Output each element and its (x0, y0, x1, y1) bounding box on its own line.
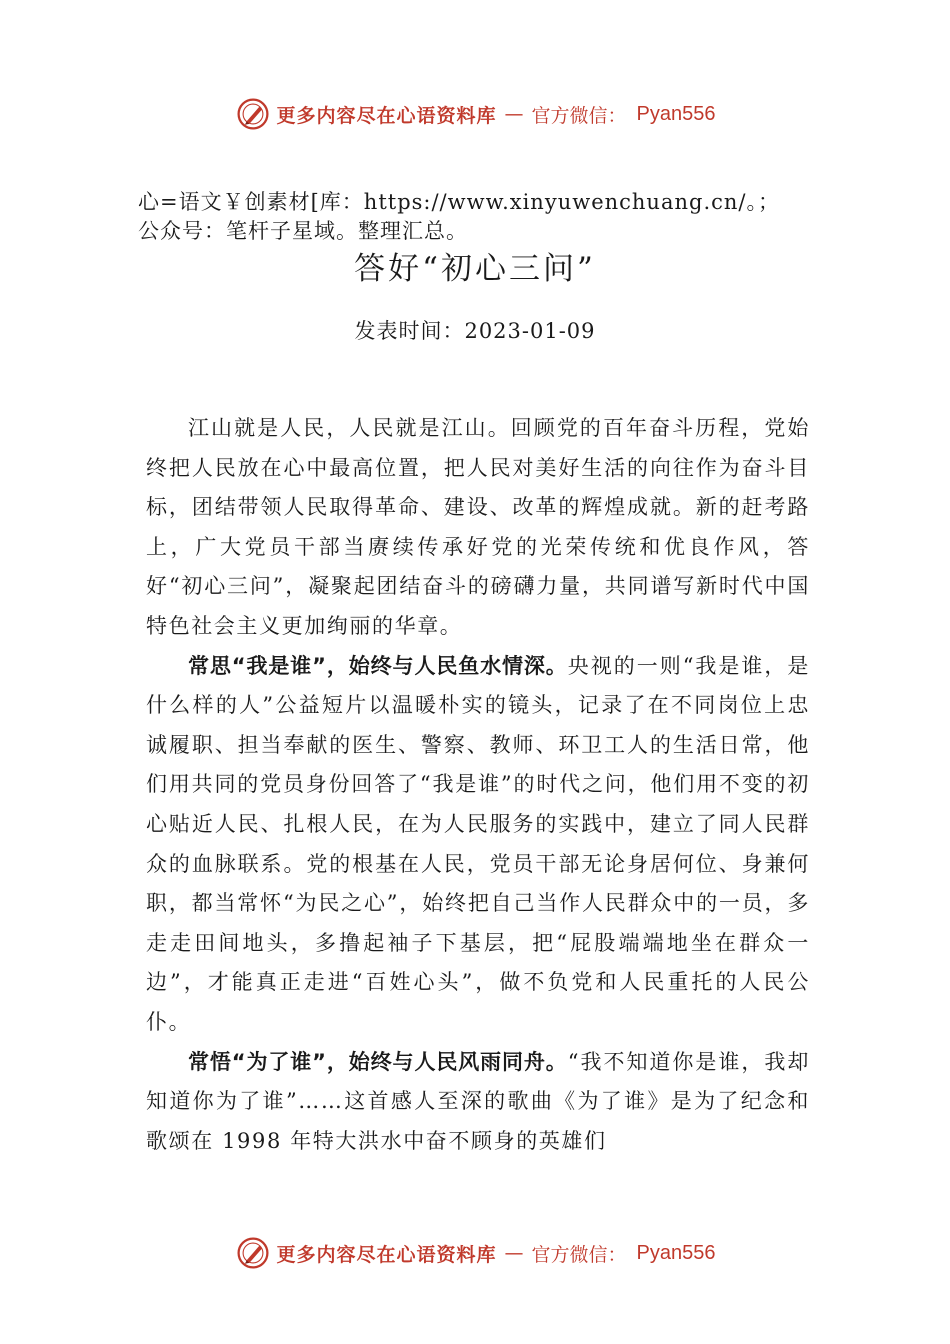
paragraph-lead: 常悟“为了谁”，始终与人民风雨同舟。 (188, 1049, 568, 1074)
banner-text: 更多内容尽在心语资料库 (276, 1243, 497, 1266)
publish-date: 发表时间：2023-01-09 (354, 319, 596, 343)
paragraph-text: “我不知道你是谁，我却知道你为了谁”……这首感人至深的歌曲《为了谁》是为了纪念和歌颂在 1998 年特大洪水中奋不顾身的英雄们 (146, 1049, 810, 1153)
header-watermark-banner (0, 92, 950, 136)
banner-text: 更多内容尽在心语资料库 (276, 104, 497, 127)
pen-seal-icon (235, 96, 271, 132)
paragraph-intro (146, 409, 810, 647)
paragraph-who-am-i (146, 647, 810, 1043)
banner-dash: — (504, 103, 524, 125)
banner-wechat-label: 官方微信： (531, 1243, 627, 1266)
source-line-account: 公众号：笔杆子星域。整理汇总。 (138, 219, 468, 243)
paragraph-lead: 常思“我是谁”，始终与人民鱼水情深。 (188, 653, 568, 678)
paragraph-text: 央视的一则“我是谁，是什么样的人”公益短片以温暖朴实的镜头，记录了在不同岗位上忠诚履职、担当奉献的医生、警察、教师、环卫工人的生活日常，他们用共同的党员身份回答了“我是谁”的时代之问，他们用不变的初心贴近人民、扎根人民，在为人民服务的实践中，建立了同人民群众的血脉联系。党的根基在人民，党员干部无论身居何位、身兼何职，都当常怀“为民之心”，始终把自己当作人民群众中的一员，多走走田间地头，多撸起袖子下基层，把“屁股端端地坐在群众一边”，才能真正走进“百姓心头”，做不负党和人民重托的人民公仆。 (146, 653, 810, 1034)
page-title: 答好“初心三问” (354, 251, 596, 287)
banner-wechat-label: 官方微信： (531, 104, 627, 127)
paragraph-for-whom (146, 1043, 810, 1162)
pen-seal-icon (235, 1235, 271, 1271)
banner-wechat-id: Pyan556 (636, 102, 716, 125)
article-body (146, 409, 810, 1161)
source-line-url: 心=语文￥创素材[库：https://www.xinyuwenchuang.cn/。； (138, 190, 780, 214)
paragraph-text: 江山就是人民，人民就是江山。回顾党的百年奋斗历程，党始终把人民放在心中最高位置，把人民对美好生活的向往作为奋斗目标，团结带领人民取得革命、建设、改革的辉煌成就。新的赶考路上，广大党员干部当赓续传承好党的光荣传统和优良作风，答好“初心三问”，凝聚起团结奋斗的磅礴力量，共同谱写新时代中国特色社会主义更加绚丽的华章。 (146, 416, 810, 638)
banner-wechat-id: Pyan556 (636, 1241, 716, 1264)
banner-dash: — (504, 1242, 524, 1264)
footer-watermark-banner (0, 1231, 950, 1275)
